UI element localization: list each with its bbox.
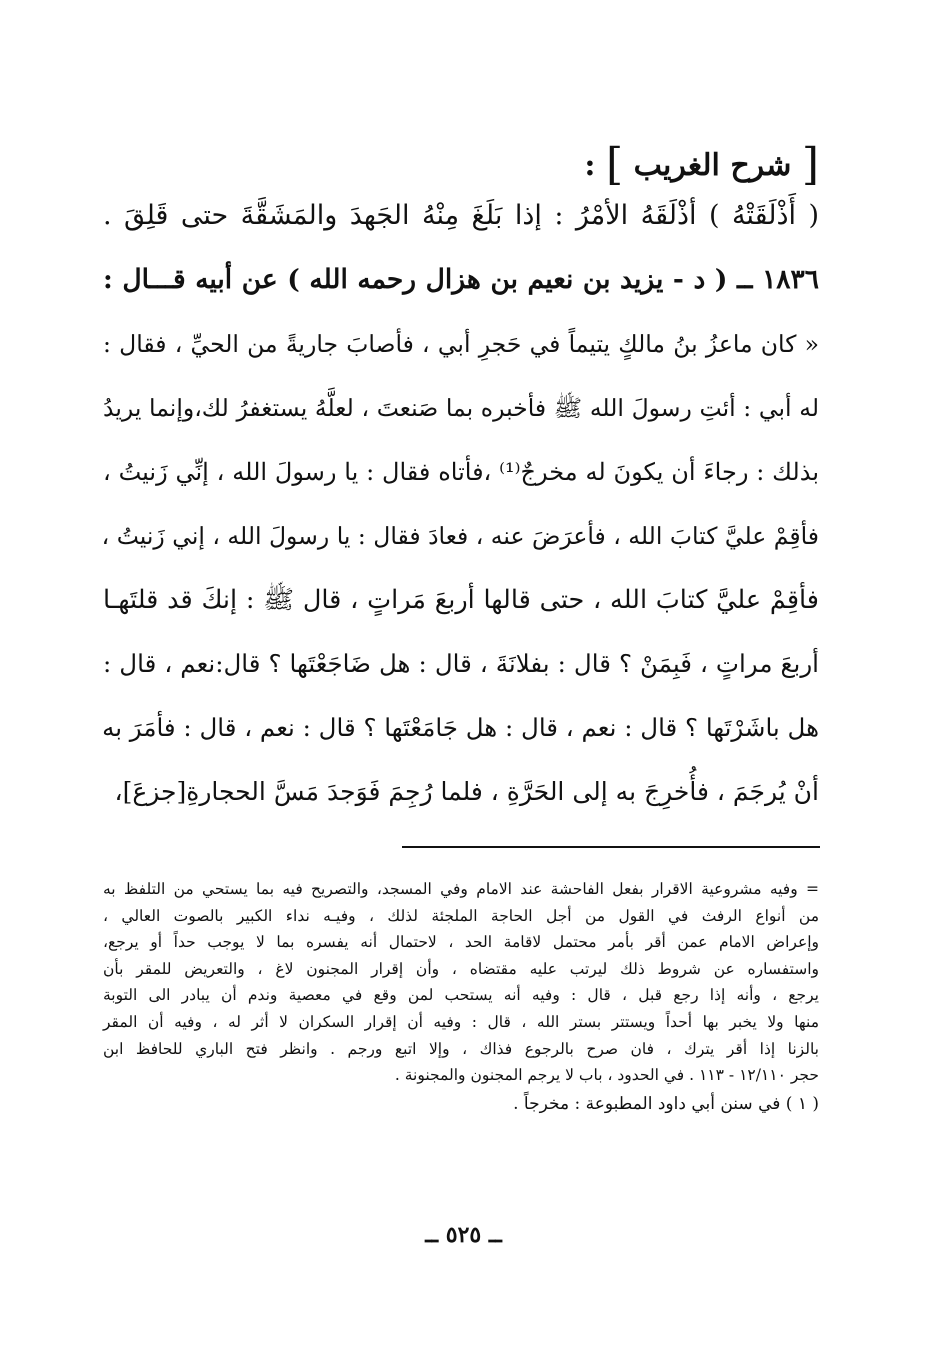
footnote-line: حجر ١٢/١١٠ - ١١٣ . في الحدود ، باب لا يرجم المجنون والمجنونة . [394,1066,819,1085]
footnote-line: بالزنا إذا أقر يترك ، فان صرح بالرجوع فذاك ، وإلا اتبع ورجم . وانظر فتح الباري للحافظ ابن [103,1039,819,1058]
heading-open-bracket: [ [801,139,819,190]
hadith-text-line: هل باشَرْتَها ؟ قال : نعم ، قال : هل جَامَعْتَها ؟ قال : نعم ، قال : فأمَرَ به [102,713,819,742]
heading-title: شرح الغريب [633,148,792,183]
hadith-text-line: له أبي : أئتِ رسولَ الله ﷺ فأخبره بما صَنعتَ ، لعلَّهُ يستغفرُ لك،وإنما يريدُ [103,394,819,422]
page-number: ــ ٥٢٥ ــ [425,1222,502,1248]
footnote-line: منها ولا يخبر بها أحداً ويستتر بستر الله ، قال : وفيه أن إقرار السكران لا أثر له ، وفيه أن المقر [103,1012,819,1031]
hadith-text-line: فأقِمْ عليَّ كتابَ الله ، فأعرَضَ عنه ، فعادَ فقال : يا رسولَ الله ، إني زَنيتُ ، [101,522,819,550]
hadith-text-line: بذلك : رجاءَ أن يكونَ له مخرجٌ⁽¹⁾ ،فأتاه فقال : يا رسولَ الله ، إنِّي زَنيتُ ، [103,458,819,486]
heading-colon: : [584,148,596,183]
gloss-line: ( أَذْلَقَتْهُ ) أذْلَقَهُ الأمْرُ : إذا بَلَغَ مِنْهُ الجَهدَ والمَشَقَّةَ حتى قَلِقَ . [103,200,819,231]
footnote-line: يرجع ، وأنه إذا رجع قبل ، قال : وفيه أنه يستحب لمن وقع في معصية وندم أن يبادر الى التوبة [103,986,819,1005]
footnote-line: واستفساره عن شروط ذلك ليرتب عليه مقتضاه ، وأن إقرار المجنون لاغ ، والتعريض للمقر بأن [103,959,819,978]
footnote-reference: ( ١ ) في سنن أبي داود المطبوعة : مخرجاً . [513,1093,819,1114]
footnote-divider [402,846,820,848]
footnote-line: من أنواع الرفث في القول من أجل الحاجة الملجئة لذلك ، وفيـه نداء الكبير بالصوت العالي ، [103,906,819,925]
hadith-number-line: ١٨٣٦ ــ ( د - يزيد بن نعيم بن هزال رحمه الله ) عن أبيه قـــال : [103,264,819,295]
hadith-text-line: أربعَ مراتٍ ، فَبِمَنْ ؟ قال : بفلانَةَ ، قال : هل ضَاجَعْتَها ؟ قال:نعم ، قال : [103,649,819,678]
heading-close-bracket: ] [605,139,624,190]
main-text-block [103,140,819,836]
footnote-line: وإعراض الامام عمن أقر بأمر محتمل لاقامة الحد ، لاحتمال أنه يفسره بما لا يوجب حداً أو يرجع، [103,933,819,952]
footnotes-block [103,876,819,1117]
hadith-text-line: « كان ماعزُ بنُ مالكٍ يتيماً في حَجرِ أبي ، فأصابَ جاريةً من الحيِّ ، فقال : [103,330,819,358]
footnote-line: = وفيه مشروعية الاقرار بفعل الفاحشة عند الامام وفي المسجد، والتصريح فيه بما يستحي من التلفظ به [103,880,819,898]
section-heading [103,140,819,196]
hadith-text-line: فأقِمْ عليَّ كتابَ الله ، حتى قالها أربعَ مَراتٍ ، قال ﷺ : إنكَ قد قلتَهـا [103,585,819,615]
hadith-text-line: أنْ يُرجَمَ ، فأُخرِجَ به إلى الحَرَّةِ ، فلما رُجِمَ فَوَجدَ مَسَّ الحجارةِ[جزعَ]، [114,777,819,806]
